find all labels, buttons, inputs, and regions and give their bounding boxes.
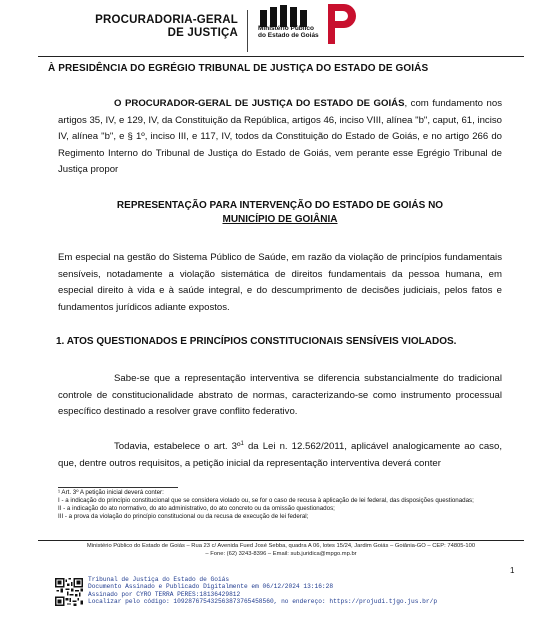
header-divider	[247, 10, 248, 52]
footnote-line: I - a indicação do princípio constitucional que se considera violado ou, se for o caso de recusa à aplicação de lei federal, das disposições questionadas;	[58, 497, 474, 505]
footer-address	[40, 543, 522, 558]
logo-caption-line1: Ministério Público	[258, 25, 314, 32]
footnote-line: III - a prova da violação do princípio constitucional ou da recusa de execução de lei federal;	[58, 513, 309, 521]
footnote-rule	[58, 487, 178, 488]
intro-subject: O PROCURADOR-GERAL DE JUSTIÇA DO ESTADO DE GOIÁS	[114, 98, 405, 109]
org-name-line1: PROCURADORIA-GERAL	[95, 14, 238, 26]
org-name-line2: DE JUSTIÇA	[167, 27, 238, 39]
document-title	[58, 199, 502, 227]
digital-signature	[88, 576, 437, 606]
paragraph-2-text: Sabe-se que a representação interventiva se diferencia substancialmente do tradicional controle de constitucionalidade abstrato de normas, caracterizando-se como instrumento processual específico destinado a resolver grave conflito federativo.	[58, 373, 502, 418]
org-name	[48, 14, 238, 40]
logo-caption-line2: do Estado de Goiás	[258, 32, 319, 39]
title-line1: REPRESENTAÇÃO PARA INTERVENÇÃO DO ESTADO DE GOIÁS NO	[116, 200, 444, 211]
page-number: 1	[510, 566, 515, 575]
paragraph-3	[58, 436, 502, 472]
signature-locator[interactable]: Localizar pelo código: 109287675432563873765458560, no endereço: https://projudi.tjgo.jus.br/p	[88, 598, 438, 606]
intro-paragraph	[58, 96, 502, 179]
footnotes	[58, 489, 508, 521]
footer-rule	[38, 540, 524, 541]
footnote-line: II - a indicação do ato normativo, do ato administrativo, do ato concreto ou da omissão questionados;	[58, 505, 335, 513]
footer-address-line1: Ministério Público do Estado de Goiás – Rua 23 c/ Avenida Fued José Sebba, quadra A 06, lotes 15/24, Jardim Goiás – Goiânia-GO – CEP: 74805-100	[86, 543, 476, 549]
paragraph-3-before: Todavia, estabelece o art. 3º	[114, 441, 241, 453]
footnote-line: ¹ Art. 3º A petição inicial deverá conter:	[58, 489, 164, 496]
paragraph-3-after: da Lei n. 12.562/2011, aplicável analogicamente ao caso, que, dentre outros requisitos, a petição inicial da representação interventiva deverá conter	[58, 441, 502, 469]
title-line2: MUNICÍPIO DE GOIÂNIA	[222, 214, 338, 225]
intro-text: , com fundamento nos artigos 35, IV, e 129, IV, da Constituição da República, artigos 46, inciso VIII, alínea "b", caput, 61, inciso IV, alínea "b", e § 1º, inciso III, e 117, IV, todos da Constituição do Estado de Goiás, e no artigo 266 do Regimento Interno do Tribunal de Justiça do Estado de Goiás, vem perante esse Egrégio Tribunal de Justiça propor	[58, 98, 502, 176]
header-rule	[38, 56, 524, 57]
signature-signer: Assinado por CYRO TERRA PERES:18136429812	[88, 590, 241, 598]
addressee: À PRESIDÊNCIA DO EGRÉGIO TRIBUNAL DE JUSTIÇA DO ESTADO DE GOIÁS	[48, 63, 429, 74]
footnote-ref[interactable]: 1	[240, 441, 244, 447]
logo-caption	[258, 25, 319, 39]
section-title: 1. ATOS QUESTIONADOS E PRINCÍPIOS CONSTITUCIONAIS SENSÍVEIS VIOLADOS.	[56, 336, 457, 347]
footer-address-line2: – Fone: (62) 3243-8396 – Email: sub.juridica@mpgo.mp.br	[205, 550, 357, 557]
paragraph-2	[58, 371, 502, 421]
qr-code-icon[interactable]	[55, 578, 83, 606]
signature-published: Documento Assinado e Publicado Digitalmente em 06/12/2024 13:16:28	[88, 583, 334, 591]
paragraph-1: Em especial na gestão do Sistema Público de Saúde, em razão da violação de princípios fundamentais sensíveis, notadamente a violação sistemática de direitos fundamentais da pessoa humana, em especial direito à vida e à saúde integral, e do descumprimento de decisões judiciais, pelos fatos e fundamentos jurídicos adiante expostos.	[58, 252, 502, 313]
signature-court: Tribunal de Justiça do Estado de Goiás	[88, 576, 230, 583]
